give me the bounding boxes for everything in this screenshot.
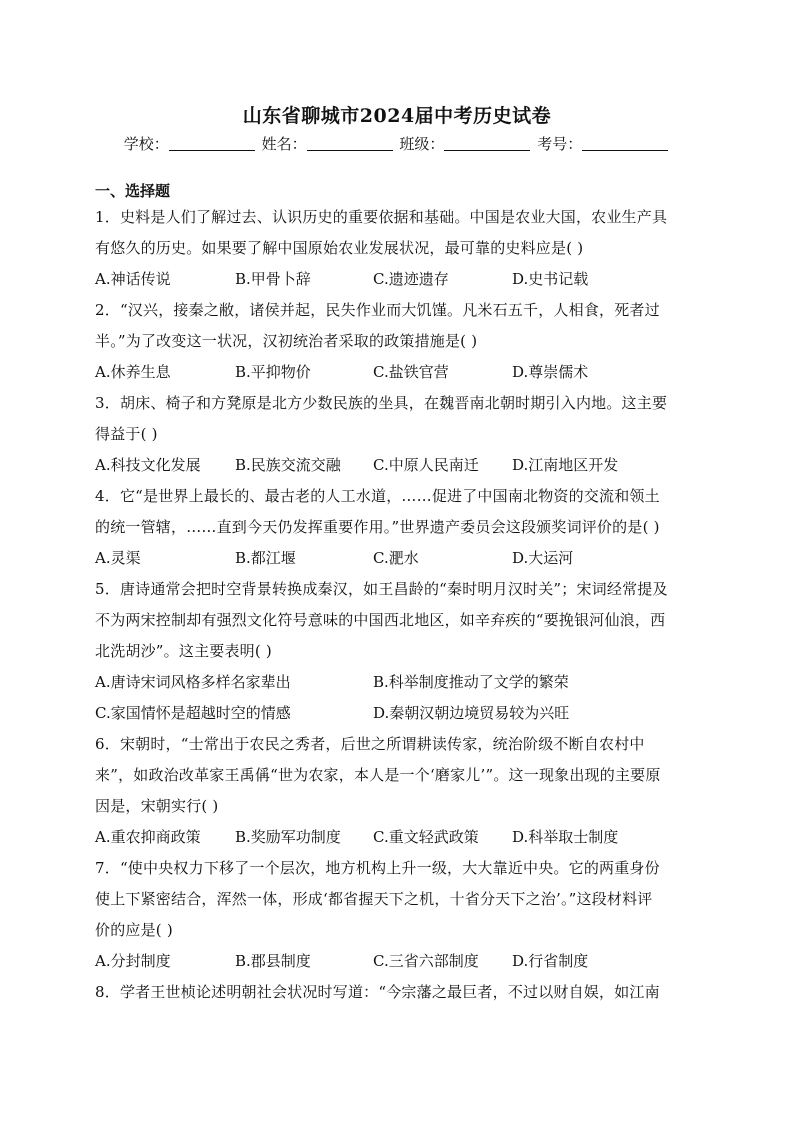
question-3-line-1: 3．胡床、椅子和方凳原是北方少数民族的坐具，在魏晋南北朝时期引入内地。这主要 bbox=[95, 394, 668, 412]
question-2-line-2: 半。”为了改变这一状况，汉初统治者采取的政策措施是( ) bbox=[95, 332, 478, 350]
name-label: 姓名： bbox=[261, 135, 307, 153]
q4-option-b[interactable]: B.都江堰 bbox=[235, 549, 296, 567]
q4-option-c[interactable]: C.淝水 bbox=[373, 549, 419, 567]
question-5-line-2: 不为两宋控制却有强烈文化符号意味的中国西北地区，如辛弃疾的“要挽银河仙浪，西 bbox=[95, 611, 666, 629]
name-blank[interactable] bbox=[307, 136, 393, 151]
question-5-line-1: 5．唐诗通常会把时空背景转换成秦汉，如王昌龄的“秦时明月汉时关”；宋词经常提及 bbox=[95, 580, 668, 598]
question-7-line-3: 价的应是( ) bbox=[95, 921, 173, 939]
question-1-line-2: 有悠久的历史。如果要了解中国原始农业发展状况，最可靠的史料应是( ) bbox=[95, 239, 584, 257]
school-label: 学校： bbox=[123, 135, 169, 153]
question-2-line-1: 2．“汉兴，接秦之敝，诸侯并起，民失作业而大饥馑。凡米石五千，人相食，死者过 bbox=[95, 301, 660, 319]
q1-option-a[interactable]: A.神话传说 bbox=[95, 270, 171, 288]
q5-option-a[interactable]: A.唐诗宋词风格多样名家辈出 bbox=[95, 673, 291, 691]
student-info-line bbox=[0, 133, 794, 154]
school-blank[interactable] bbox=[169, 136, 255, 151]
question-1-line-1: 1．史料是人们了解过去、认识历史的重要依据和基础。中国是农业大国，农业生产具 bbox=[95, 208, 668, 226]
q7-option-d[interactable]: D.行省制度 bbox=[512, 952, 589, 970]
question-6-line-2: 来”，如政治改革家王禹偁“世为农家，本人是一个‘磨家儿’”。这一现象出现的主要原 bbox=[95, 766, 661, 784]
question-3-line-2: 得益于( ) bbox=[95, 425, 158, 443]
q1-option-c[interactable]: C.遗迹遗存 bbox=[373, 270, 449, 288]
question-6-line-1: 6．宋朝时，“士常出于农民之秀者，后世之所谓耕读传家，统治阶级不断自农村中 bbox=[95, 735, 645, 753]
q6-option-d[interactable]: D.科举取士制度 bbox=[512, 828, 619, 846]
q4-option-d[interactable]: D.大运河 bbox=[512, 549, 574, 567]
q3-option-a[interactable]: A.科技文化发展 bbox=[95, 456, 201, 474]
q5-option-d[interactable]: D.秦朝汉朝边境贸易较为兴旺 bbox=[373, 704, 570, 722]
question-6-line-3: 因是，宋朝实行( ) bbox=[95, 797, 219, 815]
number-label: 考号： bbox=[537, 135, 583, 153]
number-blank[interactable] bbox=[582, 136, 668, 151]
q1-option-d[interactable]: D.史书记载 bbox=[512, 270, 589, 288]
q2-option-c[interactable]: C.盐铁官营 bbox=[373, 363, 449, 381]
question-7-line-1: 7．“使中央权力下移了一个层次，地方机构上升一级，大大靠近中央。它的两重身份 bbox=[95, 859, 660, 877]
question-7-line-2: 使上下紧密结合，浑然一体，形成‘都省握天下之机，十省分天下之治’。”这段材料评 bbox=[95, 890, 653, 908]
q7-option-a[interactable]: A.分封制度 bbox=[95, 952, 171, 970]
q6-option-b[interactable]: B.奖励军功制度 bbox=[235, 828, 341, 846]
question-4-line-1: 4．它“是世界上最长的、最古老的人工水道，……促进了中国南北物资的交流和领土 bbox=[95, 487, 660, 505]
q4-option-a[interactable]: A.灵渠 bbox=[95, 549, 141, 567]
q6-option-c[interactable]: C.重文轻武政策 bbox=[373, 828, 479, 846]
question-4-line-2: 的统一管辖，……直到今天仍发挥重要作用。”世界遗产委员会这段颁奖词评价的是( ) bbox=[95, 518, 660, 536]
q1-option-b[interactable]: B.甲骨卜辞 bbox=[235, 270, 311, 288]
q3-option-c[interactable]: C.中原人民南迁 bbox=[373, 456, 479, 474]
q5-option-b[interactable]: B.科举制度推动了文学的繁荣 bbox=[373, 673, 569, 691]
exam-title: 山东省聊城市2024届中考历史试卷 bbox=[242, 105, 552, 127]
class-label: 班级： bbox=[399, 135, 445, 153]
class-blank[interactable] bbox=[444, 136, 530, 151]
q3-option-b[interactable]: B.民族交流交融 bbox=[235, 456, 341, 474]
q2-option-b[interactable]: B.平抑物价 bbox=[235, 363, 311, 381]
question-8-line-1: 8．学者王世桢论述明朝社会状况时写道：“今宗藩之最巨者，不过以财自娱，如江南 bbox=[95, 983, 660, 1001]
section-heading: 一、选择题 bbox=[95, 182, 171, 200]
q6-option-a[interactable]: A.重农抑商政策 bbox=[95, 828, 201, 846]
q2-option-d[interactable]: D.尊崇儒术 bbox=[512, 363, 589, 381]
q7-option-c[interactable]: C.三省六部制度 bbox=[373, 952, 479, 970]
q2-option-a[interactable]: A.休养生息 bbox=[95, 363, 171, 381]
q7-option-b[interactable]: B.郡县制度 bbox=[235, 952, 311, 970]
q3-option-d[interactable]: D.江南地区开发 bbox=[512, 456, 619, 474]
q5-option-c[interactable]: C.家国情怀是超越时空的情感 bbox=[95, 704, 291, 722]
question-5-line-3: 北洗胡沙”。这主要表明( ) bbox=[95, 642, 272, 660]
